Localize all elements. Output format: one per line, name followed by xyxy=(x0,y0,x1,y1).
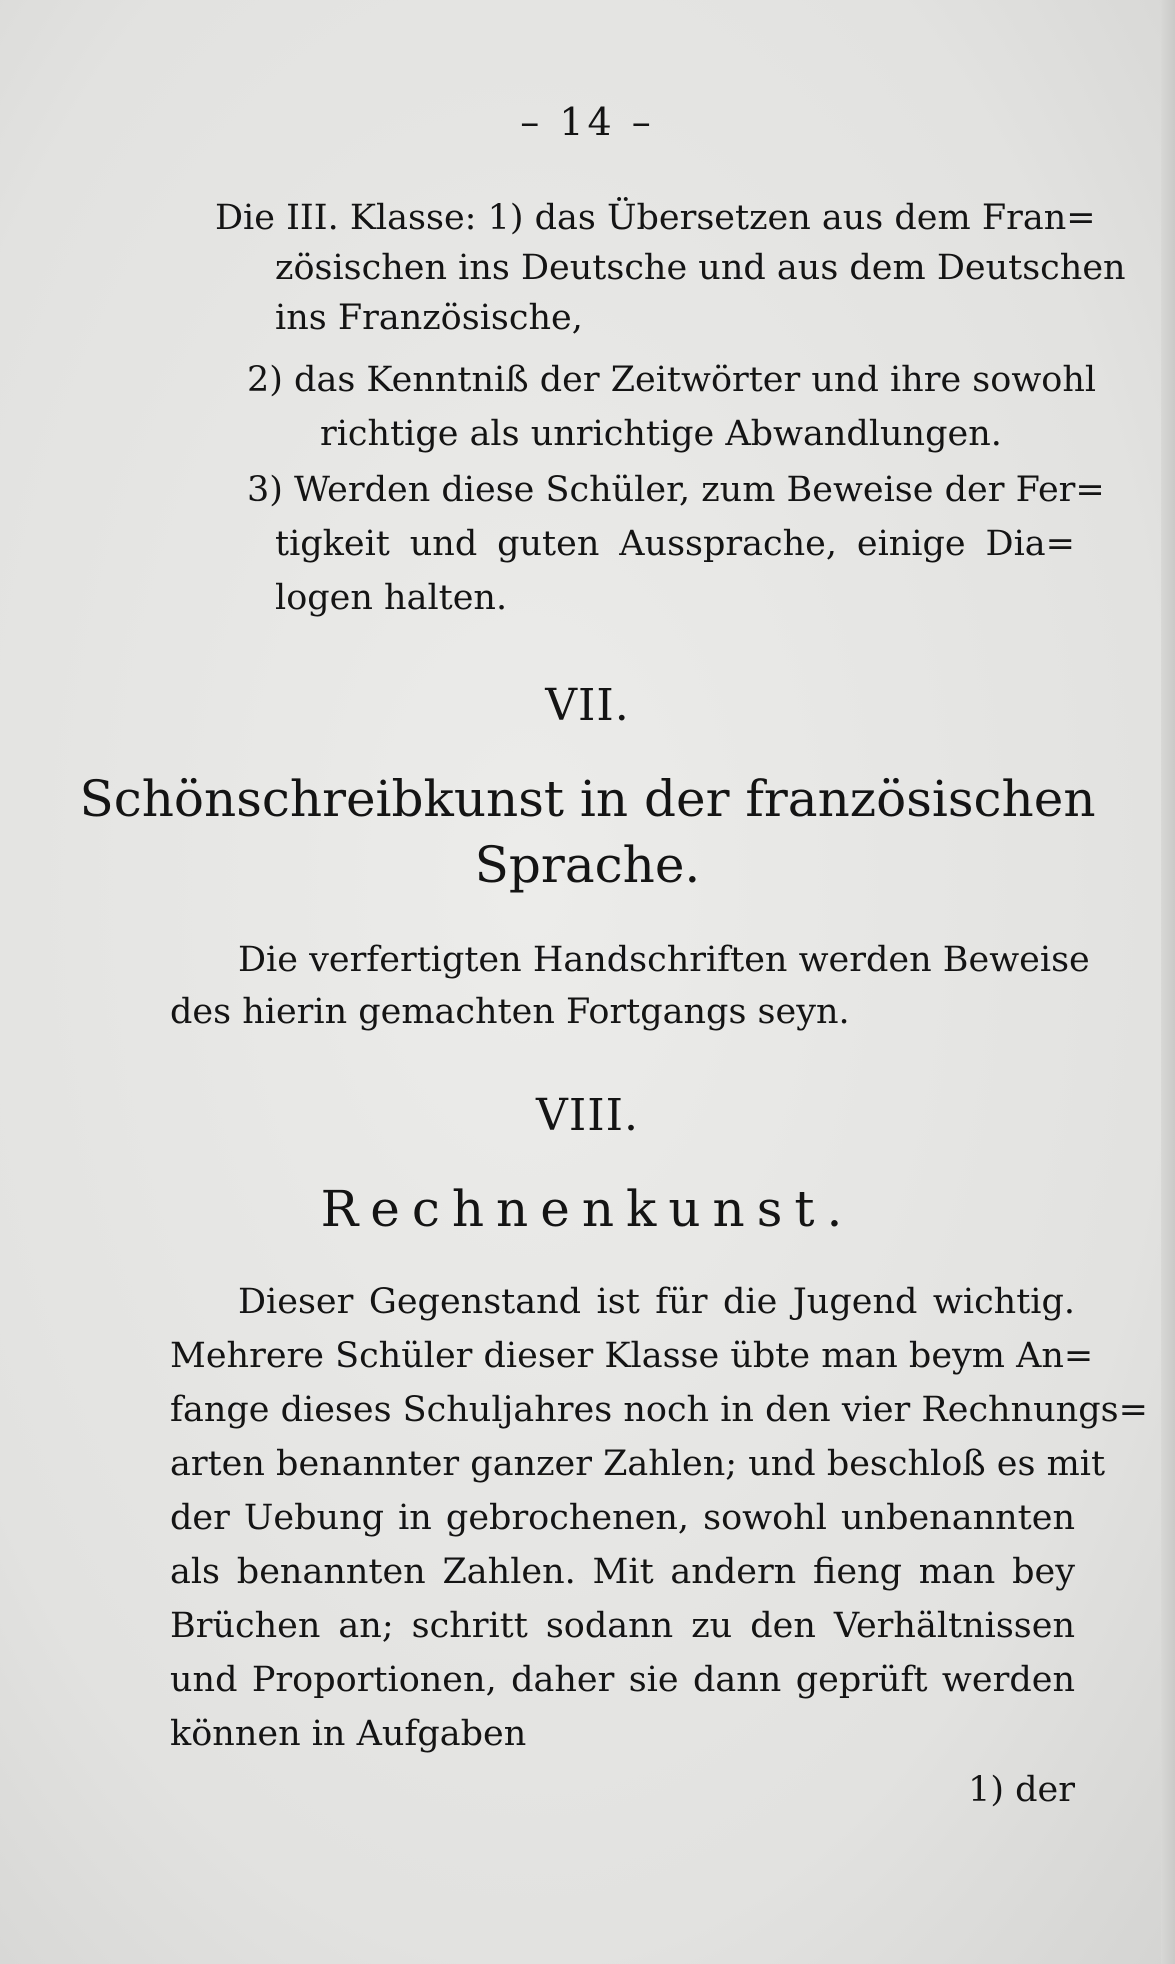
list-item-2-line-1: 2) das Kenntniß der Zeitwörter und ihre sowohl xyxy=(247,360,1097,400)
list-item-3-line-3: logen halten. xyxy=(275,578,508,618)
section-8-line-4: arten benannter ganzer Zahlen; und beschloß es mit xyxy=(170,1444,1106,1484)
section-8-line-2: Mehrere Schüler dieser Klasse übte man beym An= xyxy=(170,1336,1094,1376)
section-8-line-8: und Proportionen, daher sie dann geprüft werden xyxy=(170,1660,1075,1700)
list-item-1-line-2: zösischen ins Deutsche und aus dem Deutschen xyxy=(275,248,1126,288)
section-8-line-5: der Uebung in gebrochenen, sowohl unbenannten xyxy=(170,1498,1075,1538)
section-7-title-line-1: Schönschreibkunst in der französischen xyxy=(79,770,1096,828)
section-7-body-line-2: des hierin gemachten Fortgangs seyn. xyxy=(170,992,850,1032)
list-item-3-line-2: tigkeit und guten Aussprache, einige Dia= xyxy=(275,524,1075,564)
section-8-number: VIII. xyxy=(536,1090,639,1141)
list-item-3-line-1: 3) Werden diese Schüler, zum Beweise der Fer= xyxy=(247,470,1105,510)
list-item-1-line-1: Die III. Klasse: 1) das Übersetzen aus dem Fran= xyxy=(215,198,1096,238)
catchword: 1) der xyxy=(968,1770,1075,1810)
list-item-1-line-3: ins Französische, xyxy=(275,298,583,338)
section-8-line-6: als benannten Zahlen. Mit andern fieng man bey xyxy=(170,1552,1075,1592)
section-8-line-1: Dieser Gegenstand ist für die Jugend wichtig. xyxy=(238,1282,1075,1322)
page-edge xyxy=(1161,0,1175,1964)
section-8-line-7: Brüchen an; schritt sodann zu den Verhältnissen xyxy=(170,1606,1075,1646)
list-item-2-line-2: richtige als unrichtige Abwandlungen. xyxy=(320,414,1002,454)
page-number: – 14 – xyxy=(520,100,655,144)
section-8-line-9: können in Aufgaben xyxy=(170,1714,527,1754)
section-7-number: VII. xyxy=(545,680,630,731)
section-7-title-line-2: Sprache. xyxy=(474,836,701,894)
section-8-title: Rechnenkunst. xyxy=(320,1180,855,1238)
section-7-body-line-1: Die verfertigten Handschriften werden Beweise xyxy=(238,940,1090,980)
section-8-line-3: fange dieses Schuljahres noch in den vier Rechnungs= xyxy=(170,1390,1148,1430)
